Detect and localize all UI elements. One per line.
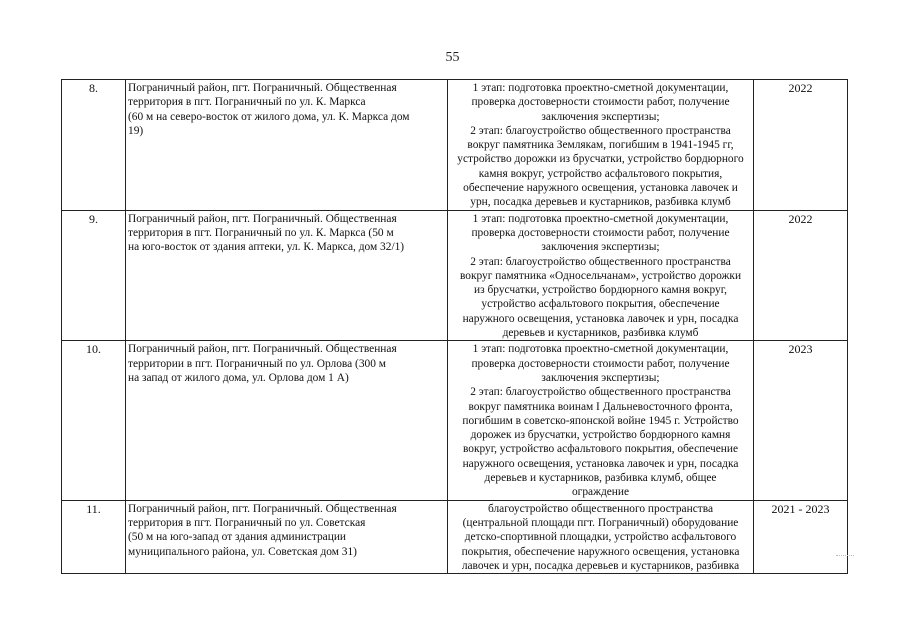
territory-cell bbox=[126, 80, 448, 211]
territory-line: территория в пгт. Пограничный по ул. К. Маркса (50 м bbox=[128, 226, 394, 239]
works-line: вокруг памятника Землякам, погибшим в 1941-1945 гг, bbox=[467, 139, 734, 152]
row-number: 10. bbox=[62, 341, 126, 500]
territory-line: Пограничный район, пгт. Пограничный. Общественная bbox=[128, 212, 397, 225]
works-cell bbox=[448, 341, 754, 500]
projects-table bbox=[61, 79, 848, 574]
territory-line: муниципального района, ул. Советская дом 31) bbox=[128, 545, 357, 558]
table-row bbox=[62, 341, 848, 500]
works-line: покрытия, обеспечение наружного освещения, установка bbox=[461, 545, 740, 558]
works-line: ограждение bbox=[571, 486, 630, 499]
works-line: 2 этап: благоустройство общественного пространства bbox=[470, 255, 731, 268]
works-line: деревьев и кустарников, разбивка клумб bbox=[502, 327, 699, 340]
territory-line: на запад от жилого дома, ул. Орлова дом 1 А) bbox=[128, 371, 349, 384]
territory-line: Пограничный район, пгт. Пограничный. Общественная bbox=[128, 343, 397, 356]
works-line: 1 этап: подготовка проектно-сметной документации, bbox=[472, 212, 729, 225]
territory-line: на юго-восток от здания аптеки, ул. К. Маркса, дом 32/1) bbox=[128, 241, 405, 254]
works-line: из брусчатки, устройство бордюрного камня вокруг, bbox=[474, 284, 727, 297]
works-line: наружного освещения, установка лавочек и урн, посадка bbox=[462, 457, 739, 470]
works-line: лавочек и урн, посадка деревьев и кустарников, разбивка bbox=[461, 559, 740, 572]
row-number: 9. bbox=[62, 210, 126, 341]
works-cell bbox=[448, 80, 754, 211]
works-line: дорожек из брусчатки, устройство бордюрного камня bbox=[470, 429, 731, 442]
works-line: 1 этап: подготовка проектно-сметной документации, bbox=[472, 82, 729, 94]
works-line: наружного освещения, установка лавочек и урн, посадка bbox=[462, 312, 739, 325]
table-row bbox=[62, 80, 848, 211]
territory-line: (50 м на юго-запад от здания администрации bbox=[128, 531, 347, 544]
works-line: деревьев и кустарников, разбивка клумб, общее bbox=[484, 472, 717, 485]
territory-line: Пограничный район, пгт. Пограничный. Общественная bbox=[128, 82, 397, 94]
year-cell: 2023 bbox=[754, 341, 848, 500]
works-line: (центральной площади пгт. Пограничный) оборудование bbox=[462, 516, 739, 529]
works-line: погибшим в советско-японской войне 1945 г. Устройство bbox=[462, 414, 739, 427]
territory-cell bbox=[126, 210, 448, 341]
works-line: устройство асфальтового покрытия, обеспечение bbox=[481, 298, 720, 311]
territory-cell bbox=[126, 500, 448, 573]
row-number: 11. bbox=[62, 500, 126, 573]
works-line: заключения экспертизы; bbox=[541, 371, 660, 384]
works-line: детско-спортивной площадки, устройство асфальтового bbox=[464, 531, 737, 544]
works-line: заключения экспертизы; bbox=[541, 110, 660, 123]
works-line: вокруг, устройство асфальтового покрытия, обеспечение bbox=[462, 443, 739, 456]
row-number: 8. bbox=[62, 80, 126, 211]
works-cell bbox=[448, 500, 754, 573]
table-row bbox=[62, 500, 848, 573]
works-line: обеспечение наружного освещения, установка лавочек и bbox=[463, 182, 738, 195]
territory-line: 19) bbox=[128, 124, 144, 137]
year-cell: 2022 bbox=[754, 210, 848, 341]
works-line: благоустройство общественного пространства bbox=[487, 502, 714, 515]
works-line: 2 этап: благоустройство общественного пространства bbox=[470, 386, 731, 399]
territory-line: Пограничный район, пгт. Пограничный. Общественная bbox=[128, 502, 397, 515]
territory-line: территория в пгт. Пограничный по ул. Советская bbox=[128, 516, 366, 529]
territory-cell bbox=[126, 341, 448, 500]
works-line: заключения экспертизы; bbox=[541, 241, 660, 254]
works-line: проверка достоверности стоимости работ, получение bbox=[471, 357, 730, 370]
works-line: проверка достоверности стоимости работ, получение bbox=[471, 96, 730, 109]
works-line: проверка достоверности стоимости работ, получение bbox=[471, 226, 730, 239]
scan-artifact bbox=[836, 555, 854, 557]
works-line: 2 этап: благоустройство общественного пространства bbox=[470, 124, 731, 137]
works-line: камня вокруг, устройство асфальтового покрытия, bbox=[478, 167, 723, 180]
territory-line: (60 м на северо-восток от жилого дома, ул. К. Маркса дом bbox=[128, 110, 410, 123]
year-cell: 2022 bbox=[754, 80, 848, 211]
works-line: урн, посадка деревьев и кустарников, разбивка клумб bbox=[470, 196, 731, 209]
territory-line: территории в пгт. Пограничный по ул. Орлова (300 м bbox=[128, 357, 386, 370]
works-line: устройство дорожки из брусчатки, устройство бордюрного bbox=[457, 153, 744, 166]
works-line: вокруг памятника «Односельчанам», устройство дорожки bbox=[459, 269, 742, 282]
works-cell bbox=[448, 210, 754, 341]
territory-line: территория в пгт. Пограничный по ул. К. Маркса bbox=[128, 96, 366, 109]
table-row bbox=[62, 210, 848, 341]
year-cell: 2021 - 2023 bbox=[754, 500, 848, 573]
works-line: вокруг памятника воинам I Дальневосточного фронта, bbox=[468, 400, 733, 413]
page-number: 55 bbox=[445, 50, 460, 65]
works-line: 1 этап: подготовка проектно-сметной документации, bbox=[472, 343, 729, 356]
